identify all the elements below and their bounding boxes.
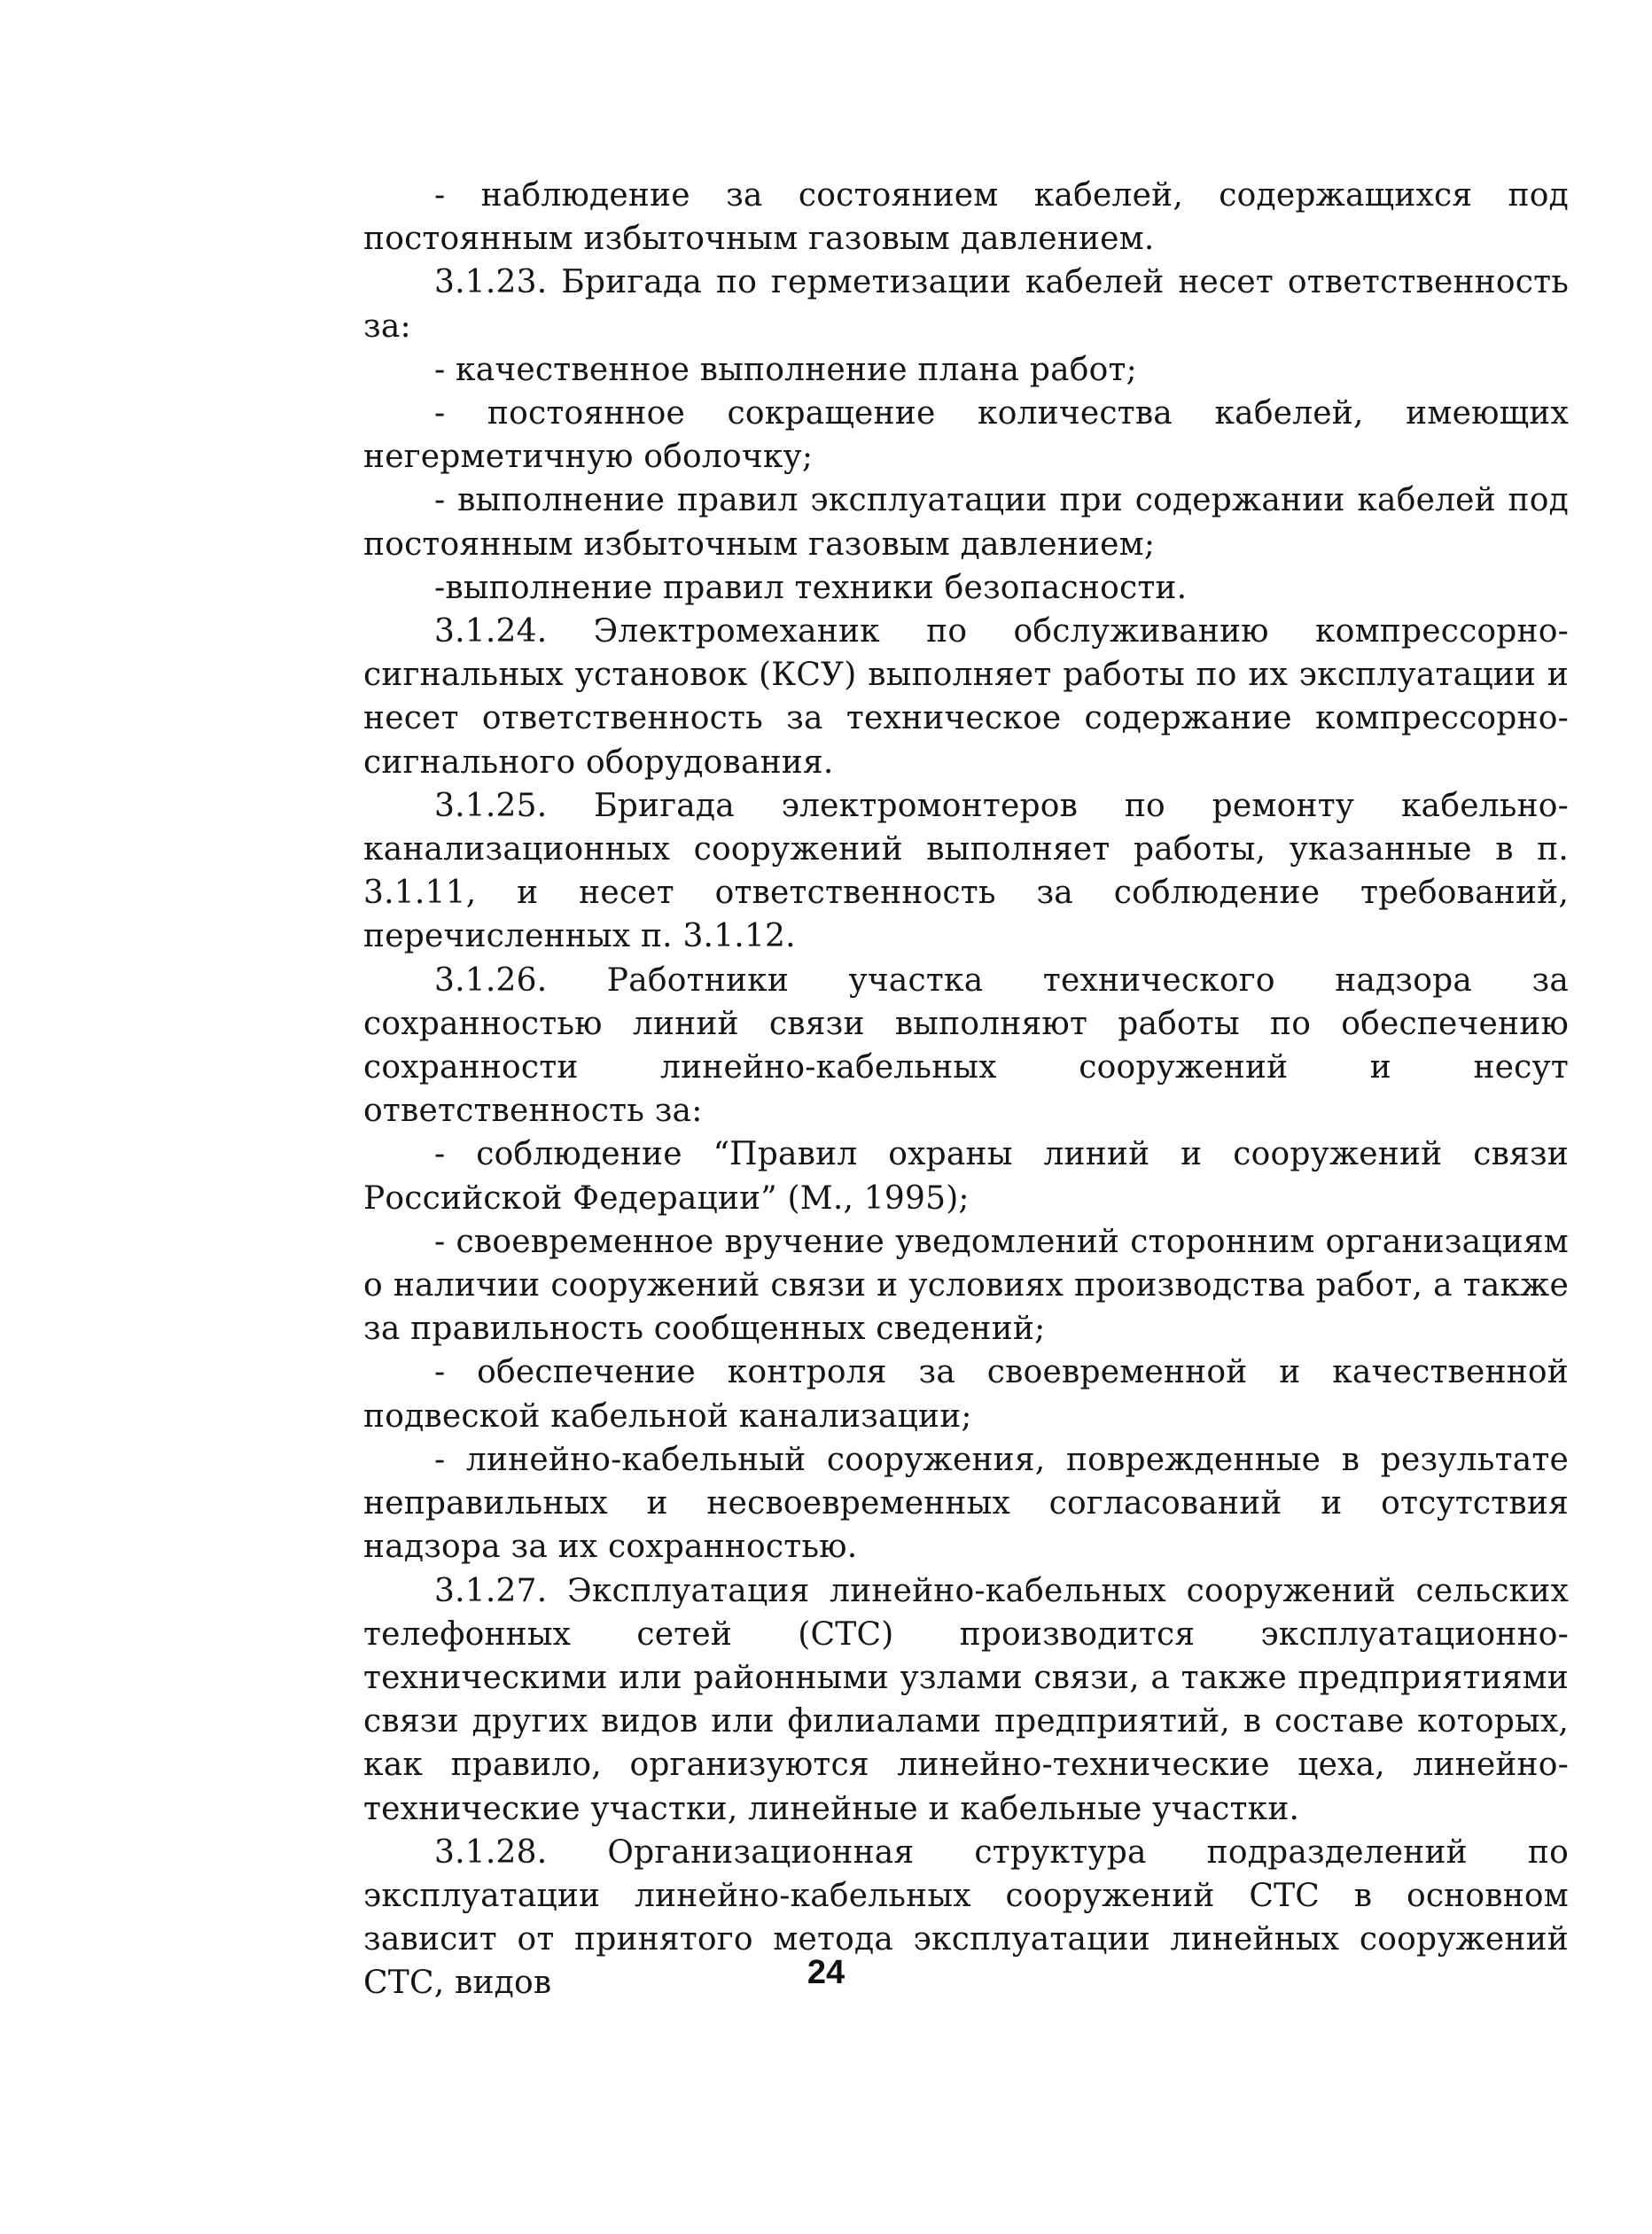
paragraph: 3.1.27. Эксплуатация линейно-кабельных сооружений сельских телефонных сетей (СТС) производится эксплуатационно-техническими или районными узлами связи, а также предприятиями связи других видов или филиалами предприятий, в составе которых, как правило, организуются линейно-технические цеха, линейно-технические участки, линейные и кабельные участки. [363, 1572, 1569, 1827]
body-text [363, 174, 1569, 2005]
paragraph: 3.1.25. Бригада электромонтеров по ремонту кабельно-канализационных сооружений выполняет работы, указанные в п. 3.1.11, и несет ответственность за соблюдение требований, перечисленных п. 3.1.12. [363, 787, 1569, 955]
paragraph: - соблюдение “Правил охраны линий и сооружений связи Российской Федерации” (М., 1995); [363, 1136, 1569, 1217]
paragraph: 3.1.24. Электромеханик по обслуживанию компрессорно-сигнальных установок (КСУ) выполняет работы по их эксплуатации и несет ответственность за техническое содержание компрессорно-сигнального оборудования. [363, 613, 1569, 781]
paragraph: - наблюдение за состоянием кабелей, содержащихся под постоянным избыточным газовым давлением. [363, 177, 1569, 258]
paragraph: 3.1.28. Организационная структура подразделений по эксплуатации линейно-кабельных сооружений СТС в основном зависит от принятого метода эксплуатации линейных сооружений СТС, видов [363, 1833, 1569, 2002]
paragraph: - своевременное вручение уведомлений сторонним организациям о наличии сооружений связи и условиях производства работ, а также за правильность сообщенных сведений; [363, 1223, 1569, 1348]
paragraph: - выполнение правил эксплуатации при содержании кабелей под постоянным избыточным газовым давлением; [363, 482, 1569, 563]
page-number: 24 [807, 1954, 845, 1991]
paragraph: 3.1.23. Бригада по герметизации кабелей несет ответственность за: [363, 264, 1569, 345]
paragraph: -выполнение правил техники безопасности. [434, 569, 1188, 606]
paragraph: - обеспечение контроля за своевременной и качественной подвеской кабельной канализации; [363, 1354, 1569, 1435]
paragraph: - качественное выполнение плана работ; [434, 351, 1137, 388]
paragraph: 3.1.26. Работники участка технического надзора за сохранностью линий связи выполняют работы по обеспечению сохранности линейно-кабельных сооружений и несут ответственность за: [363, 961, 1569, 1130]
paragraph: - постоянное сокращение количества кабелей, имеющих негерметичную оболочку; [363, 395, 1569, 476]
paragraph: - линейно-кабельный сооружения, поврежденные в результате неправильных и несвоевременных согласований и отсутствия надзора за их сохранностью. [363, 1441, 1569, 1566]
